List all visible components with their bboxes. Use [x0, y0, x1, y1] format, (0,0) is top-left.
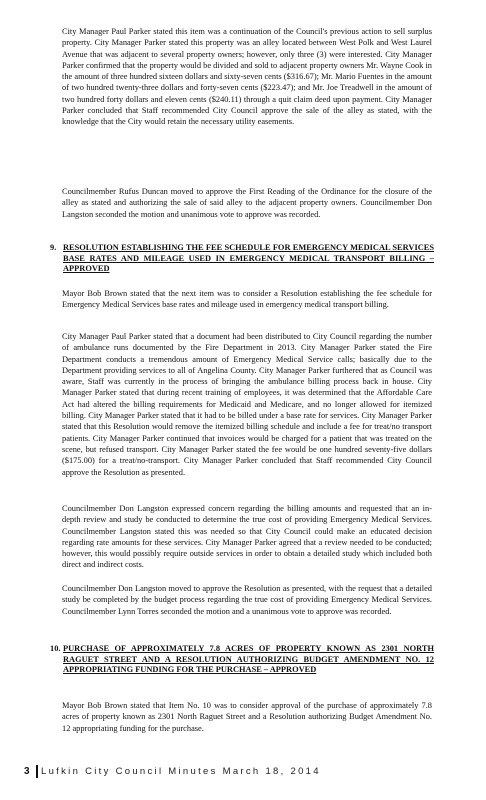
paragraph-purchase-intro: Mayor Bob Brown stated that Item No. 10 was to consider approval of the purchase of approximately 7.8 acres of property known as 2301 North Raguet Street and a Resolution authorizing Budget Amendment No. 12 appropriating funding for the purchase. [62, 701, 432, 733]
paragraph-ems-parker: City Manager Paul Parker stated that a document had been distributed to City Council regarding the number of ambulance runs documented by the Fire Department in 2013. City Manager Parker stated the Fire Department conducts a tremendous amount of Emergency Medical Service calls; basically due to the Department providing services to all of Angelina County. City Manager Parker furthered that as Council was aware, Staff was currently in the process of bringing the ambulance billing process back in house. City Manager Parker stated that during recent training of employees, it was determined that the Affordable Care Act had altered the billing requirements for Medicaid and Medicare, and no longer allowed for itemized billing. City Manager Parker stated that it had to be billed under a base rate for services. City Manager Parker stated that this Resolution would remove the itemized billing schedule and include a fee for treat/no transport patients. City Manager Parker continued that invoices would be charged for a patient that was treated on the scene, but refused transport. City Manager Parker stated the fee would be one hundred seventy-five dollars ($175.00) for a treat/no-transport. City Manager Parker concluded that Staff recommended City Council approve the Resolution as presented. [62, 332, 432, 477]
agenda-item-10-title: PURCHASE OF APPROXIMATELY 7.8 ACRES OF PROPERTY KNOWN AS 2301 NORTH RAGUET STREET AND A RESOLUTION AUTHORIZING BUDGET AMENDMENT NO. 12 APPROPRIATING FUNDING FOR THE PURCHASE – APPROVED [63, 644, 434, 675]
paragraph-alley-sale: City Manager Paul Parker stated this item was a continuation of the Council's previous action to sell surplus property. City Manager Parker stated this property was an alley located between West Polk and West Laurel Avenue that was adjacent to several property owners; however, only three (3) were interested. City Manager Parker confirmed that the property would be divided and sold to adjacent property owners Mr. Wayne Cook in the amount of three hundred sixteen dollars and sixty-seven cents ($316.67); Mr. Mario Fuentes in the amount of two hundred twenty-three dollars and forty-seven cents ($223.47); and Mr. Joe Treadwell in the amount of two hundred forty dollars and eleven cents ($240.11) through a quit claim deed upon payment. City Manager Parker concluded that Staff recommended City Council approve the sale of the alley as stated, with the knowledge that the City would retain the necessary utility easements. [62, 27, 432, 127]
paragraph-ems-motion: Councilmember Don Langston moved to approve the Resolution as presented, with the request that a detailed study be completed by the budget process regarding the true cost of providing Emergency Medical Services. Councilmember Lynn Torres seconded the motion and a unanimous vote to approve was recorded. [62, 584, 432, 616]
page-footer [24, 764, 321, 778]
footer-divider [36, 765, 38, 778]
paragraph-alley-motion: Councilmember Rufus Duncan moved to approve the First Reading of the Ordinance for the closure of the alley as stated and authorizing the sale of said alley to the adjacent property owners. Councilmember Don Langston seconded the motion and unanimous vote to approve was recorded. [62, 187, 432, 219]
agenda-item-10-number: 10. [50, 644, 61, 653]
paragraph-ems-intro: Mayor Bob Brown stated that the next item was to consider a Resolution establishing the fee schedule for Emergency Medical Services base rates and mileage used in emergency medical transport billing. [62, 289, 432, 310]
footer-page-number: 3 [24, 765, 30, 777]
agenda-item-9-title: RESOLUTION ESTABLISHING THE FEE SCHEDULE FOR EMERGENCY MEDICAL SERVICES BASE RATES AND MILEAGE USED IN EMERGENCY MEDICAL TRANSPORT BILLING – APPROVED [63, 243, 434, 274]
paragraph-ems-langston: Councilmember Don Langston expressed concern regarding the billing amounts and requested that an in-depth review and study be conducted to determine the true cost of providing Emergency Medical Services. Councilmember Langston stated this was needed so that City Council could make an educated decision regarding rate amounts for these services. City Manager Parker agreed that a review needed to be conducted; however, this would possibly require outside services in order to obtain a detailed study which included both direct and indirect costs. [62, 504, 432, 570]
footer-text: Lufkin City Council Minutes March 18, 2014 [41, 765, 321, 777]
agenda-item-9-number: 9. [50, 243, 57, 252]
